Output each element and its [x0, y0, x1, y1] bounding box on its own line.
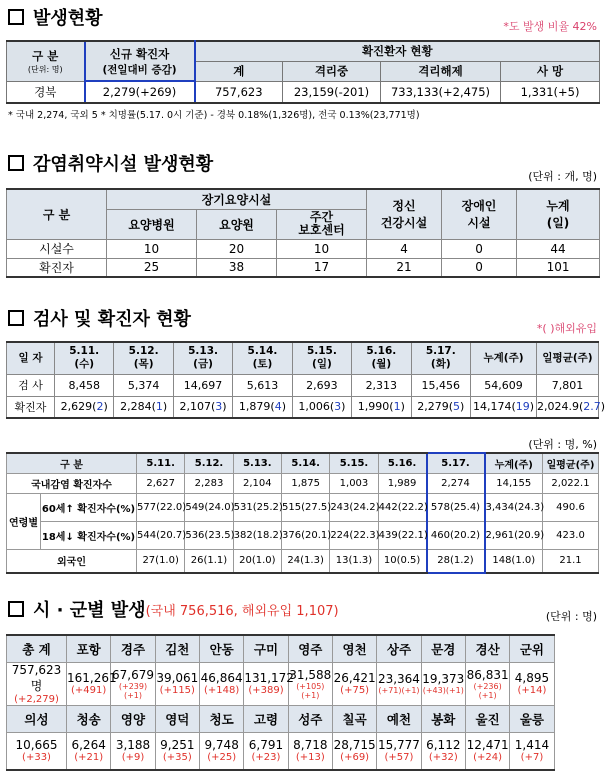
gubun-label: 구 분: [32, 48, 59, 63]
cell: 382(18.2): [233, 521, 281, 549]
region-cell: 12,471 (+24): [465, 732, 509, 770]
cell: 1,003: [330, 473, 378, 493]
region-cell: 9,748 (+25): [199, 732, 243, 770]
cell: 24(1.3): [281, 549, 329, 573]
cell: 44: [517, 239, 600, 258]
gubun-header: 구 분: [7, 453, 137, 473]
foreign-label: 외국인: [7, 549, 137, 573]
weekday-text: (수): [74, 358, 95, 371]
tests-cell: 5,374: [114, 374, 173, 396]
cell: 2,961(20.9): [485, 521, 543, 549]
mental-header: [367, 189, 442, 239]
confirmed-cell: 2,024.9(2.7): [537, 396, 599, 418]
date-header: 5.16.: [378, 453, 426, 473]
age-group-label: 연령별: [7, 493, 41, 549]
cell: 26(1.1): [185, 549, 233, 573]
cell: 38: [197, 258, 277, 277]
cell: 224(22.3): [330, 521, 378, 549]
cell: 1,875: [281, 473, 329, 493]
tests-cell: 5,613: [233, 374, 292, 396]
age18-label: 18세↓ 확진자수(%): [41, 521, 137, 549]
cell: 1,989: [378, 473, 426, 493]
date-header: 5.13.: [233, 453, 281, 473]
section-title-text: 발생현황: [33, 8, 103, 29]
date-header-cell: [55, 342, 114, 374]
daycare-header: [277, 209, 367, 239]
region-cell: 15,777 (+57): [377, 732, 421, 770]
date-text: 5.17.: [425, 345, 456, 358]
date-header: 5.14.: [281, 453, 329, 473]
confirmed-cell: 14,174(19): [471, 396, 537, 418]
section-breakdown: [0, 436, 605, 574]
section-vulnerable: [0, 150, 605, 278]
unit-note: (단위 : 개, 명): [528, 170, 597, 183]
cell: 578(25.4): [427, 493, 485, 521]
section-title: [8, 596, 605, 622]
row-label: 확진자: [7, 258, 107, 277]
cell: 2,627: [137, 473, 185, 493]
cell: 439(22.1): [378, 521, 426, 549]
region-cell: 6,112 (+32): [421, 732, 465, 770]
tests-label: 검 사: [7, 374, 55, 396]
region-cell: 131,172 (+389): [244, 662, 288, 705]
regions-table: [6, 634, 599, 771]
mental-line1: 정신: [392, 199, 416, 214]
region-header: 칠곡: [332, 705, 376, 732]
region-header: 울릉: [510, 705, 554, 732]
checkbox-square-icon: [8, 9, 24, 25]
section-title-text: 검사 및 확진자 현황: [33, 309, 191, 330]
deaths-cell: 1,331(+5): [501, 81, 600, 103]
region-header: 영양: [111, 705, 155, 732]
new-cases-sub: (전일대비 증감): [102, 63, 177, 76]
date-header-cell: [411, 342, 470, 374]
region-header: 구미: [244, 635, 288, 662]
cell: 10: [107, 239, 197, 258]
region-cell: 8,718 (+13): [288, 732, 332, 770]
cell: 10: [277, 239, 367, 258]
region-header: 예천: [377, 705, 421, 732]
cell: 544(20.7): [137, 521, 185, 549]
region-cell: 67,679 (+239)(+1): [111, 662, 155, 705]
cell: 2,022.1: [543, 473, 599, 493]
fatality-footnote: * 국내 2,274, 국외 5 * 치명률(5.17. 0시 기준) - 경북 0.18%(1,326명), 전국 0.13%(23,771명): [8, 110, 420, 121]
average-header: 일평균(주): [537, 342, 599, 374]
confirmed-cell: 2,279(5): [411, 396, 470, 418]
cell: 442(22.2): [378, 493, 426, 521]
unit-note: (단위 : 명, %): [528, 438, 597, 451]
cell: 490.6: [543, 493, 599, 521]
checkbox-square-icon: [8, 310, 24, 326]
vulnerable-table: [6, 188, 600, 278]
new-cases-header: [85, 41, 195, 81]
region-header: 군위: [510, 635, 554, 662]
region-cell: 161,261 (+491): [67, 662, 111, 705]
ratio-note: *도 발생 비율 42%: [503, 20, 597, 33]
cell: 20(1.0): [233, 549, 281, 573]
cumulative-header: 누계(주): [485, 453, 543, 473]
checkbox-square-icon: [8, 601, 24, 617]
region-cell: 1,414 (+7): [510, 732, 554, 770]
date-header-today: 5.17.: [427, 453, 485, 473]
region-header: 문경: [421, 635, 465, 662]
col-isolated: 격리중: [283, 61, 381, 81]
gubun-header: [7, 41, 85, 81]
section-tests: [0, 305, 605, 419]
date-header: 5.15.: [330, 453, 378, 473]
age60-label: 60세↑ 확진자수(%): [41, 493, 137, 521]
tests-cell: 7,801: [537, 374, 599, 396]
cumulative-header: 누계(주): [471, 342, 537, 374]
weekday-text: (월): [371, 358, 392, 371]
cell: 20: [197, 239, 277, 258]
region-cell: 경북: [7, 81, 85, 103]
occurrence-table: [6, 40, 600, 104]
col-total: 계: [195, 61, 283, 81]
gubun-unit: (단위: 명): [27, 64, 63, 74]
date-text: 5.11.: [69, 345, 100, 358]
new-cases-label: 신규 확진자: [109, 46, 170, 61]
nursing-home-header: 요양원: [197, 209, 277, 239]
region-cell: 23,364 (+71)(+1): [377, 662, 421, 705]
weekday-text: (금): [193, 358, 213, 371]
total-line1: 누계: [546, 199, 570, 214]
total-header: [517, 189, 600, 239]
region-cell: 39,061 (+115): [155, 662, 199, 705]
section-regions: [0, 596, 605, 771]
released-cell: 733,133(+2,475): [381, 81, 501, 103]
tests-cell: 8,458: [55, 374, 114, 396]
date-text: 5.14.: [247, 345, 278, 358]
region-cell: 46,864 (+148): [199, 662, 243, 705]
cell: 28(1.2): [427, 549, 485, 573]
total-cell: 757,623: [195, 81, 283, 103]
confirmed-cell: 2,107(3): [173, 396, 232, 418]
cell: 549(24.0): [185, 493, 233, 521]
tests-cell: 2,693: [292, 374, 351, 396]
weekday-text: (화): [430, 358, 451, 371]
region-cell: 3,188 (+9): [111, 732, 155, 770]
cell: 0: [442, 239, 517, 258]
date-header-cell: [114, 342, 173, 374]
disabled-line1: 장애인: [461, 199, 497, 214]
region-cell: 6,791 (+23): [244, 732, 288, 770]
isolated-cell: 23,159(-201): [283, 81, 381, 103]
region-header: 포항: [67, 635, 111, 662]
date-header: 5.12.: [185, 453, 233, 473]
ltc-header: 장기요양시설: [107, 189, 367, 209]
weekday-text: (토): [252, 358, 273, 371]
region-header: 청도: [199, 705, 243, 732]
cell: 376(20.1): [281, 521, 329, 549]
region-cell: 9,251 (+35): [155, 732, 199, 770]
date-text: 5.16.: [366, 345, 397, 358]
tests-cell: 15,456: [411, 374, 470, 396]
daycare-line1: 주간: [309, 210, 334, 224]
region-header: 고령: [244, 705, 288, 732]
cell: 10(0.5): [378, 549, 426, 573]
region-header: 울진: [465, 705, 509, 732]
cell: 531(25.2): [233, 493, 281, 521]
region-header: 영천: [332, 635, 376, 662]
col-released: 격리해제: [381, 61, 501, 81]
cell: 577(22.0): [137, 493, 185, 521]
cell: 25: [107, 258, 197, 277]
date-header-cell: [233, 342, 292, 374]
row-label: 시설수: [7, 239, 107, 258]
section-title: [8, 150, 605, 176]
date-text: 5.12.: [128, 345, 159, 358]
cell: 243(24.2): [330, 493, 378, 521]
cell: 515(27.5): [281, 493, 329, 521]
date-text: 5.13.: [188, 345, 218, 358]
region-header: 경산: [465, 635, 509, 662]
daycare-line2: 보호센터: [298, 223, 345, 237]
checkbox-square-icon: [8, 155, 24, 171]
confirmed-label: 확진자: [7, 396, 55, 418]
total-line2: (일): [546, 216, 570, 231]
mental-line2: 건강시설: [380, 216, 428, 231]
weekday-text: (일): [312, 358, 332, 371]
tests-cell: 14,697: [173, 374, 232, 396]
date-header: 5.11.: [137, 453, 185, 473]
section-title-text: 감염취약시설 발생현황: [33, 154, 214, 175]
domestic-label: 국내감염 확진자수: [7, 473, 137, 493]
region-cell: 4,895 (+14): [510, 662, 554, 705]
nursing-hospital-header: 요양병원: [107, 209, 197, 239]
region-header: 성주: [288, 705, 332, 732]
cell: 460(20.2): [427, 521, 485, 549]
confirmed-cell: 2,284(1): [114, 396, 173, 418]
disabled-header: [442, 189, 517, 239]
tests-cell: 54,609: [471, 374, 537, 396]
cell: 17: [277, 258, 367, 277]
cell: 3,434(24.3): [485, 493, 543, 521]
cell: 21: [367, 258, 442, 277]
cell: 14,155: [485, 473, 543, 493]
region-cell: 757,623명 (+2,279): [7, 662, 67, 705]
region-cell: 6,264 (+21): [67, 732, 111, 770]
confirmed-cell: 1,879(4): [233, 396, 292, 418]
region-header: 상주: [377, 635, 421, 662]
cell: 27(1.0): [137, 549, 185, 573]
new-cases-cell: 2,279(+269): [85, 81, 195, 103]
date-header-cell: [173, 342, 232, 374]
confirmed-cell: 1,006(3): [292, 396, 351, 418]
col-deaths: 사 망: [501, 61, 600, 81]
region-cell: 28,715 (+69): [332, 732, 376, 770]
section-occurrence: [0, 4, 605, 121]
region-cell: 26,421 (+75): [332, 662, 376, 705]
tests-cell: 2,313: [352, 374, 411, 396]
region-header: 김천: [155, 635, 199, 662]
region-cell: 19,373 (+43)(+1): [421, 662, 465, 705]
confirmed-cell: 1,990(1): [352, 396, 411, 418]
cell: 423.0: [543, 521, 599, 549]
section-title: [8, 305, 605, 331]
confirmed-cell: 2,629(2): [55, 396, 114, 418]
region-cell: 31,588 (+105)(+1): [288, 662, 332, 705]
gubun-header: 구 분: [7, 189, 107, 239]
region-cell: 10,665 (+33): [7, 732, 67, 770]
region-header: 청송: [67, 705, 111, 732]
region-header: 영주: [288, 635, 332, 662]
disabled-line2: 시설: [467, 216, 491, 231]
weekday-text: (목): [133, 358, 154, 371]
cell: 148(1.0): [485, 549, 543, 573]
cell: 2,104: [233, 473, 281, 493]
cell: 21.1: [543, 549, 599, 573]
date-text: 5.15.: [306, 345, 337, 358]
region-header: 영덕: [155, 705, 199, 732]
unit-note: (단위 : 명): [545, 610, 597, 623]
cell: 13(1.3): [330, 549, 378, 573]
region-header: 봉화: [421, 705, 465, 732]
date-header-cell: [352, 342, 411, 374]
breakdown-table: [6, 452, 599, 574]
tests-table: [6, 341, 605, 419]
cumulative-header: 확진환자 현황: [195, 41, 600, 61]
date-header: 일 자: [7, 342, 55, 374]
cell: 101: [517, 258, 600, 277]
section-subtitle: (국내 756,516, 해외유입 1,107): [145, 603, 339, 619]
cell: 536(23.5): [185, 521, 233, 549]
region-header: 의성: [7, 705, 67, 732]
average-header: 일평균(주): [543, 453, 599, 473]
cell: 4: [367, 239, 442, 258]
region-header: 총 계: [7, 635, 67, 662]
region-header: 안동: [199, 635, 243, 662]
overseas-note: *( )해외유입: [536, 322, 597, 335]
cell: 0: [442, 258, 517, 277]
date-header-cell: [292, 342, 351, 374]
cell: 2,274: [427, 473, 485, 493]
section-title-text: 시 · 군별 발생: [33, 600, 146, 621]
cell: 2,283: [185, 473, 233, 493]
region-header: 경주: [111, 635, 155, 662]
region-cell: 86,831 (+236)(+1): [465, 662, 509, 705]
